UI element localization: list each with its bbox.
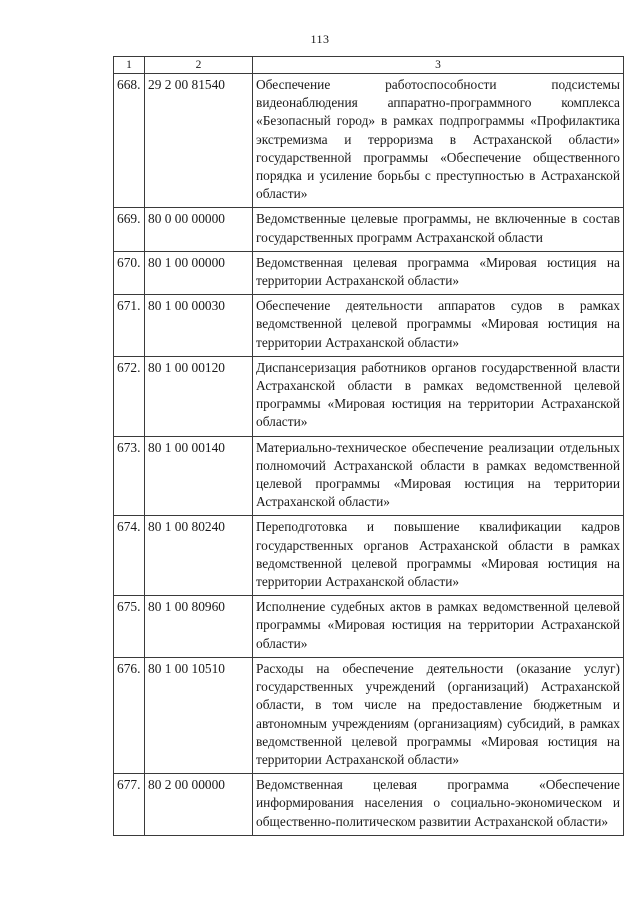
row-code: 80 1 00 00030 — [145, 295, 253, 357]
row-description: Переподготовка и повышение квалификации кадров государственных органов Астраханской области в рамках ведомственной целевой программы «Мировая юстиция на территории Астраханской области» — [253, 516, 624, 596]
row-description: Исполнение судебных актов в рамках ведомственной целевой программы «Мировая юстиция на территории Астраханской области» — [253, 596, 624, 658]
table-row — [114, 436, 624, 516]
row-number: 674. — [114, 516, 145, 596]
row-code: 80 1 00 10510 — [145, 657, 253, 773]
table-header — [114, 57, 624, 74]
row-number: 675. — [114, 596, 145, 658]
header-col-1: 1 — [114, 57, 145, 74]
row-code: 80 0 00 00000 — [145, 208, 253, 251]
row-code: 80 1 00 00120 — [145, 356, 253, 436]
table-row — [114, 657, 624, 773]
row-code: 80 1 00 00000 — [145, 251, 253, 294]
row-description: Ведомственные целевые программы, не включенные в состав государственных программ Астраханской области — [253, 208, 624, 251]
header-col-2: 2 — [145, 57, 253, 74]
row-number: 671. — [114, 295, 145, 357]
table-body — [114, 74, 624, 836]
row-number: 668. — [114, 74, 145, 208]
table-row — [114, 295, 624, 357]
header-row — [114, 57, 624, 74]
row-number: 676. — [114, 657, 145, 773]
row-code: 80 1 00 80960 — [145, 596, 253, 658]
row-description: Обеспечение работоспособности подсистемы видеонаблюдения аппаратно-программного комплекса «Безопасный город» в рамках подпрограммы «Профилактика экстремизма и терроризма в Астраханской области» государственной программы «Обеспечение общественного порядка и усиление борьбы с преступностью в Астраханской области» — [253, 74, 624, 208]
budget-codes-table — [113, 56, 624, 836]
table-row — [114, 74, 624, 208]
row-code: 80 1 00 80240 — [145, 516, 253, 596]
table-row — [114, 208, 624, 251]
row-code: 29 2 00 81540 — [145, 74, 253, 208]
table-row — [114, 516, 624, 596]
table-row — [114, 596, 624, 658]
row-code: 80 1 00 00140 — [145, 436, 253, 516]
header-col-3: 3 — [253, 57, 624, 74]
row-number: 673. — [114, 436, 145, 516]
table-row — [114, 356, 624, 436]
row-description: Ведомственная целевая программа «Обеспечение информирования населения о социально-экономическом и общественно-политическом развитии Астраханской области» — [253, 774, 624, 836]
row-number: 670. — [114, 251, 145, 294]
table-row — [114, 251, 624, 294]
row-description: Расходы на обеспечение деятельности (оказание услуг) государственных учреждений (организаций) Астраханской области, в том числе на предоставление бюджетным и автономным учреждениям (организациям) субсидий, в рамках ведомственной целевой программы «Мировая юстиция на территории Астраханской области» — [253, 657, 624, 773]
table-row — [114, 774, 624, 836]
row-number: 677. — [114, 774, 145, 836]
row-description: Диспансеризация работников органов государственной власти Астраханской области в рамках ведомственной целевой программы «Мировая юстиция на территории Астраханской области» — [253, 356, 624, 436]
row-description: Обеспечение деятельности аппаратов судов в рамках ведомственной целевой программы «Мировая юстиция на территории Астраханской области» — [253, 295, 624, 357]
page-number: 113 — [310, 32, 330, 46]
row-description: Ведомственная целевая программа «Мировая юстиция на территории Астраханской области» — [253, 251, 624, 294]
row-code: 80 2 00 00000 — [145, 774, 253, 836]
row-number: 669. — [114, 208, 145, 251]
row-description: Материально-техническое обеспечение реализации отдельных полномочий Астраханской области в рамках ведомственной целевой программы «Мировая юстиция на территории Астраханской области» — [253, 436, 624, 516]
row-number: 672. — [114, 356, 145, 436]
